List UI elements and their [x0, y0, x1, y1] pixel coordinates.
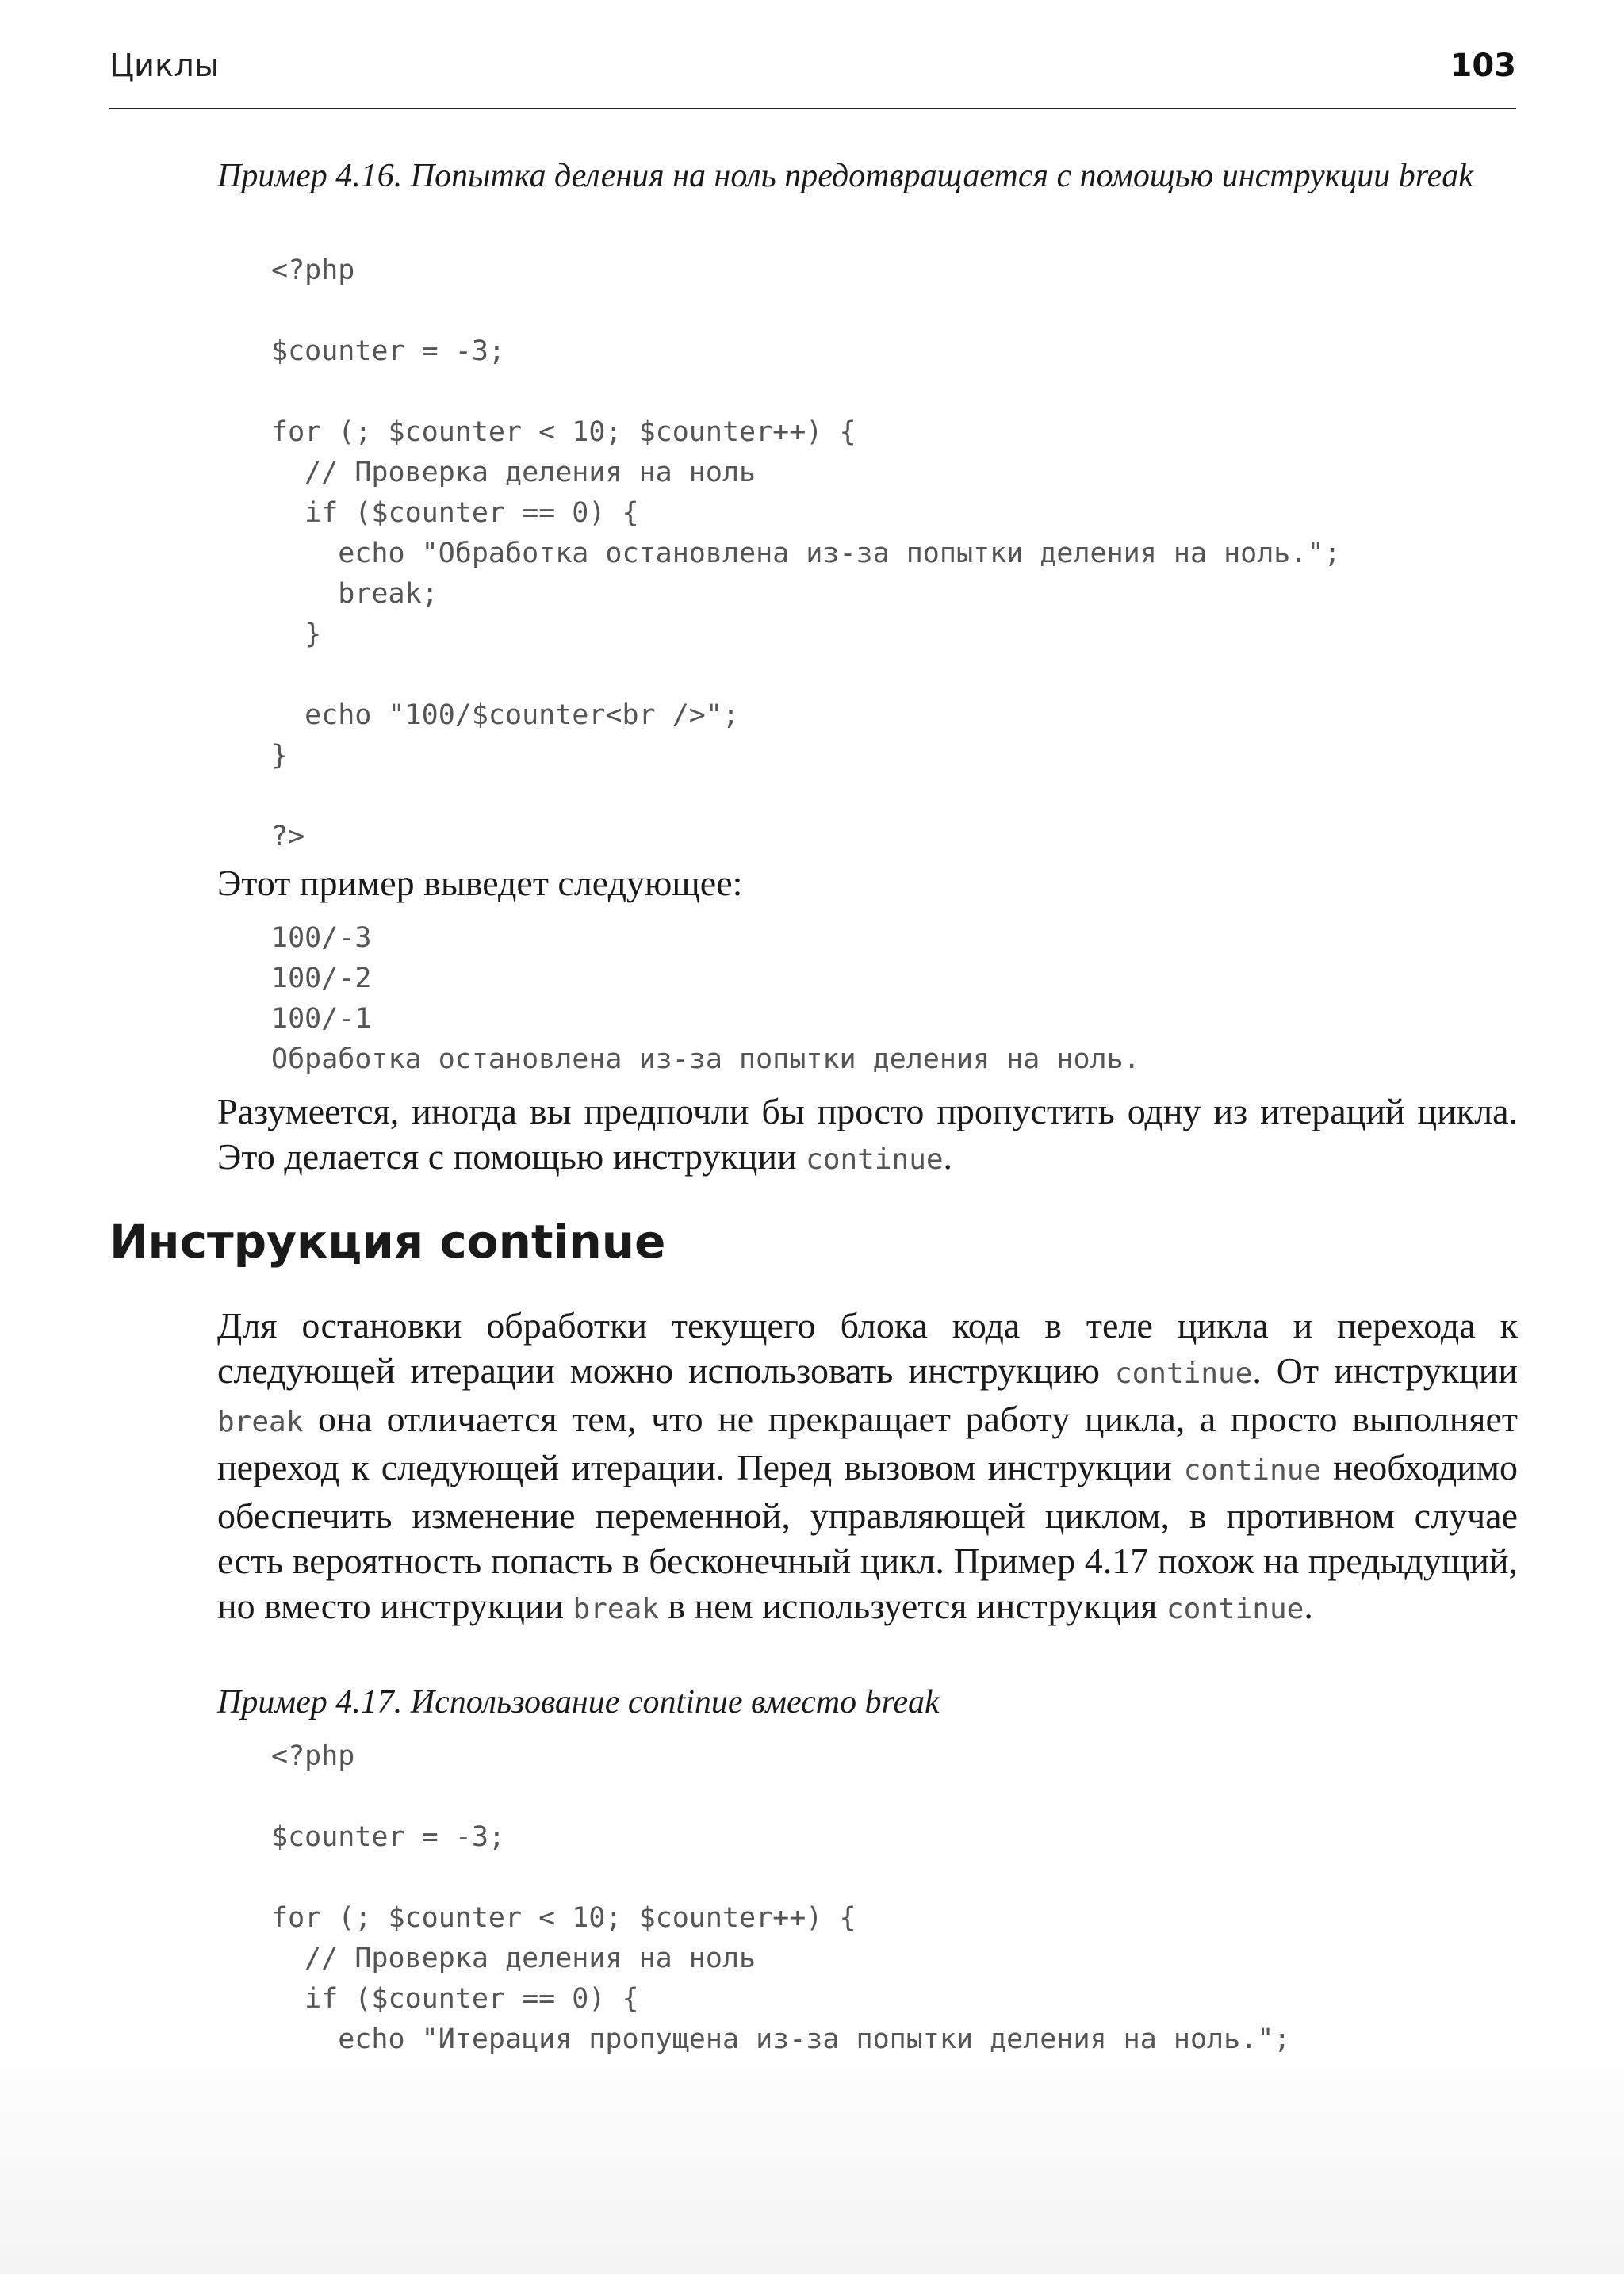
running-header	[109, 48, 1516, 109]
paragraph-text: в нем используется инструкция	[658, 1586, 1166, 1626]
example-4-16-caption: Пример 4.16. Попытка деления на ноль предотвращается с помощью инструкции break	[217, 158, 1473, 194]
paragraph-text: .	[1304, 1586, 1313, 1626]
keyword-break: break	[217, 1406, 304, 1438]
paragraph-text: .	[943, 1136, 953, 1177]
section-heading: Инструкция continue	[109, 1215, 666, 1269]
keyword-continue: continue	[1183, 1454, 1322, 1487]
keyword-break: break	[573, 1593, 659, 1625]
paragraph-continue-description	[217, 1303, 1518, 1632]
page-bottom-shade	[0, 2030, 1624, 2274]
keyword-continue: continue	[1166, 1593, 1304, 1625]
example-4-17-code: <?php $counter = -3; for (; $counter < 10; $counter++) { // Проверка деления на ноль if ($counter == 0) { echo "Итерация пропущена из-за попытки деления на ноль.";	[271, 1740, 1291, 2055]
chapter-title: Циклы	[109, 48, 220, 84]
paragraph-text: необходимо обеспечить изменение переменной, управляющей циклом, в противном случае есть вероятность попасть в бесконечный цикл. Пример 4.17 похож на предыдущий, но вместо инструкции	[217, 1447, 1518, 1626]
example-4-17-caption: Пример 4.17. Использование continue вместо break	[217, 1684, 940, 1721]
paragraph-text: Для остановки обработки текущего блока кода в теле цикла и перехода к следующей итерации можно использовать инструкцию	[217, 1305, 1518, 1391]
keyword-continue: continue	[1114, 1357, 1253, 1390]
paragraph-text: . От инструкции	[1252, 1350, 1518, 1391]
paragraph-skip-iteration	[217, 1089, 1518, 1182]
paragraph-text: она отличается тем, что не прекращает работу цикла, а просто выполняет переход к следующей итерации. Перед вызовом инструкции	[217, 1399, 1518, 1487]
page-number: 103	[1450, 48, 1516, 84]
keyword-continue: continue	[806, 1143, 944, 1176]
example-4-16-code: <?php $counter = -3; for (; $counter < 10; $counter++) { // Проверка деления на ноль if ($counter == 0) { echo "Обработка остановлена из-за попытки деления на ноль."; break; } echo "100/$counter<br />"; } ?>	[271, 255, 1341, 852]
paragraph-text: Разумеется, иногда вы предпочли бы просто пропустить одну из итераций цикла. Это делается с помощью инструкции	[217, 1091, 1518, 1177]
output-intro: Этот пример выведет следующее:	[217, 863, 743, 903]
example-4-16-output: 100/-3 100/-2 100/-1 Обработка остановлена из-за попытки деления на ноль.	[271, 922, 1140, 1075]
